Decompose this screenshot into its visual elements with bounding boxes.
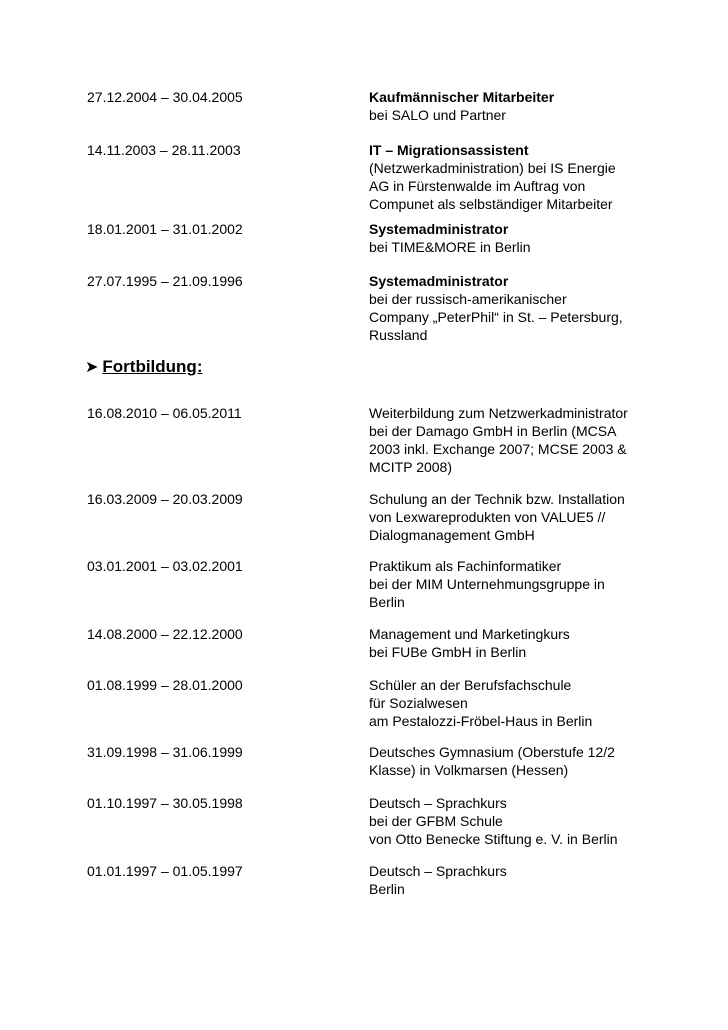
entry-title: Systemadministrator bbox=[369, 221, 509, 237]
entry-date: 01.01.1997 – 01.05.1997 bbox=[87, 863, 243, 879]
entry-description bbox=[369, 490, 659, 544]
entry-line: 2003 inkl. Exchange 2007; MCSE 2003 & bbox=[369, 441, 627, 457]
entry-line: (Netzwerkadministration) bei IS Energie bbox=[369, 160, 616, 176]
entry-line: bei der russisch-amerikanischer bbox=[369, 291, 567, 307]
entry-description bbox=[369, 676, 659, 730]
entry-line: bei FUBe GmbH in Berlin bbox=[369, 644, 527, 660]
entry-date: 16.08.2010 – 06.05.2011 bbox=[87, 405, 242, 421]
entry-line: AG in Fürstenwalde im Auftrag von bbox=[369, 178, 586, 194]
entry-date: 18.01.2001 – 31.01.2002 bbox=[87, 221, 243, 237]
entry-date: 31.09.1998 – 31.06.1999 bbox=[87, 744, 243, 760]
entry-description bbox=[369, 743, 659, 779]
entry-line: von Lexwareprodukten von VALUE5 // bbox=[369, 509, 606, 525]
entry-description bbox=[369, 272, 659, 344]
arrow-bullet-icon: ➤ bbox=[85, 359, 99, 376]
entry-date: 01.08.1999 – 28.01.2000 bbox=[87, 677, 243, 693]
entry-date: 01.10.1997 – 30.05.1998 bbox=[87, 795, 243, 811]
entry-description bbox=[369, 625, 659, 661]
entry-date: 14.11.2003 – 28.11.2003 bbox=[87, 142, 241, 158]
entry-description bbox=[369, 141, 659, 213]
entry-line: Schüler an der Berufsfachschule bbox=[369, 677, 572, 693]
entry-description bbox=[369, 88, 659, 124]
entry-date: 27.12.2004 – 30.04.2005 bbox=[87, 89, 243, 105]
entry-line: bei TIME&MORE in Berlin bbox=[369, 239, 531, 255]
entry-line: MCITP 2008) bbox=[369, 459, 452, 475]
section-heading-label: Fortbildung: bbox=[102, 357, 203, 376]
entry-line: Berlin bbox=[369, 881, 405, 897]
entry-title: IT – Migrationsassistent bbox=[369, 142, 529, 158]
entry-line: Schulung an der Technik bzw. Installation bbox=[369, 491, 625, 507]
entry-line: Compunet als selbständiger Mitarbeiter bbox=[369, 196, 613, 212]
entry-date: 14.08.2000 – 22.12.2000 bbox=[87, 626, 243, 642]
entry-line: Klasse) in Volkmarsen (Hessen) bbox=[369, 762, 569, 778]
entry-line: Management und Marketingkurs bbox=[369, 626, 570, 642]
entry-description bbox=[369, 794, 659, 848]
entry-title: Systemadministrator bbox=[369, 273, 509, 289]
entry-description bbox=[369, 220, 659, 256]
entry-description bbox=[369, 862, 659, 898]
entry-date: 27.07.1995 – 21.09.1996 bbox=[87, 273, 243, 289]
entry-date: 03.01.2001 – 03.02.2001 bbox=[87, 558, 243, 574]
entry-line: Weiterbildung zum Netzwerkadministrator bbox=[369, 405, 628, 421]
entry-line: Deutsch – Sprachkurs bbox=[369, 863, 507, 879]
entry-line: Deutsches Gymnasium (Oberstufe 12/2 bbox=[369, 744, 615, 760]
entry-description bbox=[369, 404, 659, 476]
entry-line: bei SALO und Partner bbox=[369, 107, 506, 123]
entry-line: Berlin bbox=[369, 594, 405, 610]
entry-description bbox=[369, 557, 659, 611]
section-heading-fortbildung bbox=[85, 356, 202, 379]
entry-line: Dialogmanagement GmbH bbox=[369, 527, 535, 543]
entry-title: Kaufmännischer Mitarbeiter bbox=[369, 89, 555, 105]
entry-line: von Otto Benecke Stiftung e. V. in Berlin bbox=[369, 831, 618, 847]
entry-line: Russland bbox=[369, 327, 428, 343]
entry-line: für Sozialwesen bbox=[369, 695, 468, 711]
entry-line: am Pestalozzi-Fröbel-Haus in Berlin bbox=[369, 713, 593, 729]
entry-line: bei der MIM Unternehmungsgruppe in bbox=[369, 576, 605, 592]
entry-line: bei der Damago GmbH in Berlin (MCSA bbox=[369, 423, 617, 439]
entry-line: Praktikum als Fachinformatiker bbox=[369, 558, 562, 574]
entry-line: Deutsch – Sprachkurs bbox=[369, 795, 507, 811]
entry-date: 16.03.2009 – 20.03.2009 bbox=[87, 491, 243, 507]
entry-line: Company „PeterPhil“ in St. – Petersburg, bbox=[369, 309, 623, 325]
entry-line: bei der GFBM Schule bbox=[369, 813, 503, 829]
